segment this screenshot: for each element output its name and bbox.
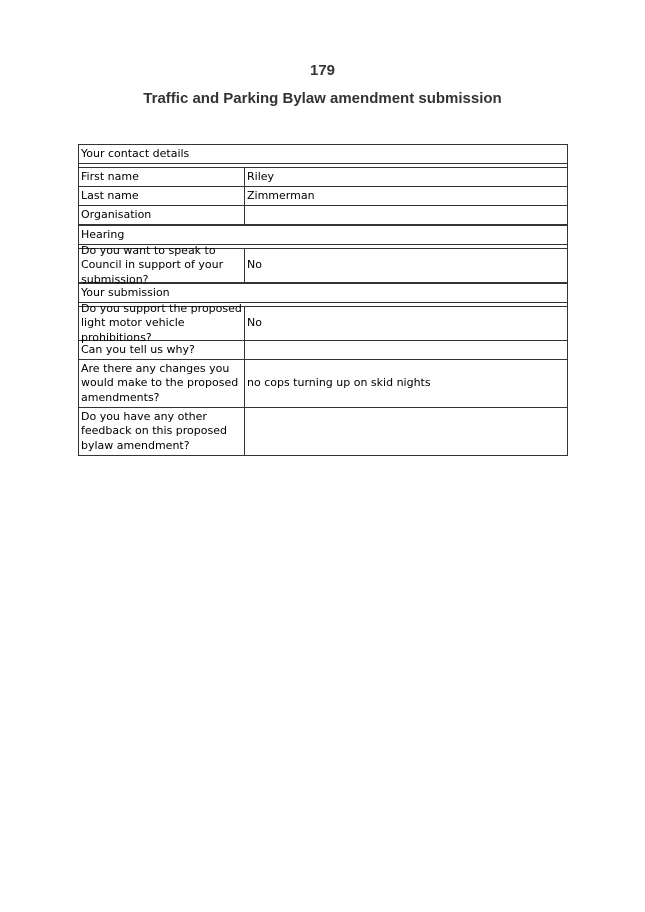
first-name-value: Riley (247, 169, 275, 183)
other-feedback-label: Do you have any other feedback on this proposed bylaw amendment? (79, 408, 245, 455)
other-feedback-row (79, 408, 567, 455)
support-prohibitions-label: Do you support the proposed light motor vehicle prohibitions? (79, 307, 245, 340)
support-prohibitions-value: No (247, 316, 262, 330)
organisation-value (245, 206, 567, 224)
first-name-label: First name (79, 168, 245, 186)
changes-row (79, 360, 567, 408)
speak-to-council-label: Do you want to speak to Council in support of your submission? (79, 249, 245, 282)
support-prohibitions-row (79, 301, 567, 344)
last-name-value: Zimmerman (247, 188, 315, 202)
speak-to-council-row (79, 243, 567, 286)
changes-value: no cops turning up on skid nights (247, 376, 431, 390)
last-name-label: Last name (79, 187, 245, 205)
tell-us-why-row (79, 341, 567, 360)
submission-section (78, 283, 568, 456)
page-number: 179 (309, 62, 336, 79)
hearing-section (78, 225, 568, 286)
contact-details-header: Your contact details (79, 145, 567, 164)
contact-details-section (78, 144, 568, 225)
submission-header: Your submission (79, 284, 567, 303)
first-name-row (79, 168, 567, 187)
changes-label: Are there any changes you would make to the proposed amendments? (79, 360, 245, 407)
submission-form-table (78, 144, 568, 456)
tell-us-why-value (245, 341, 567, 359)
speak-to-council-value: No (247, 258, 262, 272)
organisation-label: Organisation (79, 206, 245, 224)
organisation-row (79, 206, 567, 225)
tell-us-why-label: Can you tell us why? (79, 341, 245, 359)
hearing-header: Hearing (79, 226, 567, 245)
document-title: Traffic and Parking Bylaw amendment submission (143, 90, 502, 107)
other-feedback-value (245, 408, 567, 455)
last-name-row (79, 187, 567, 206)
